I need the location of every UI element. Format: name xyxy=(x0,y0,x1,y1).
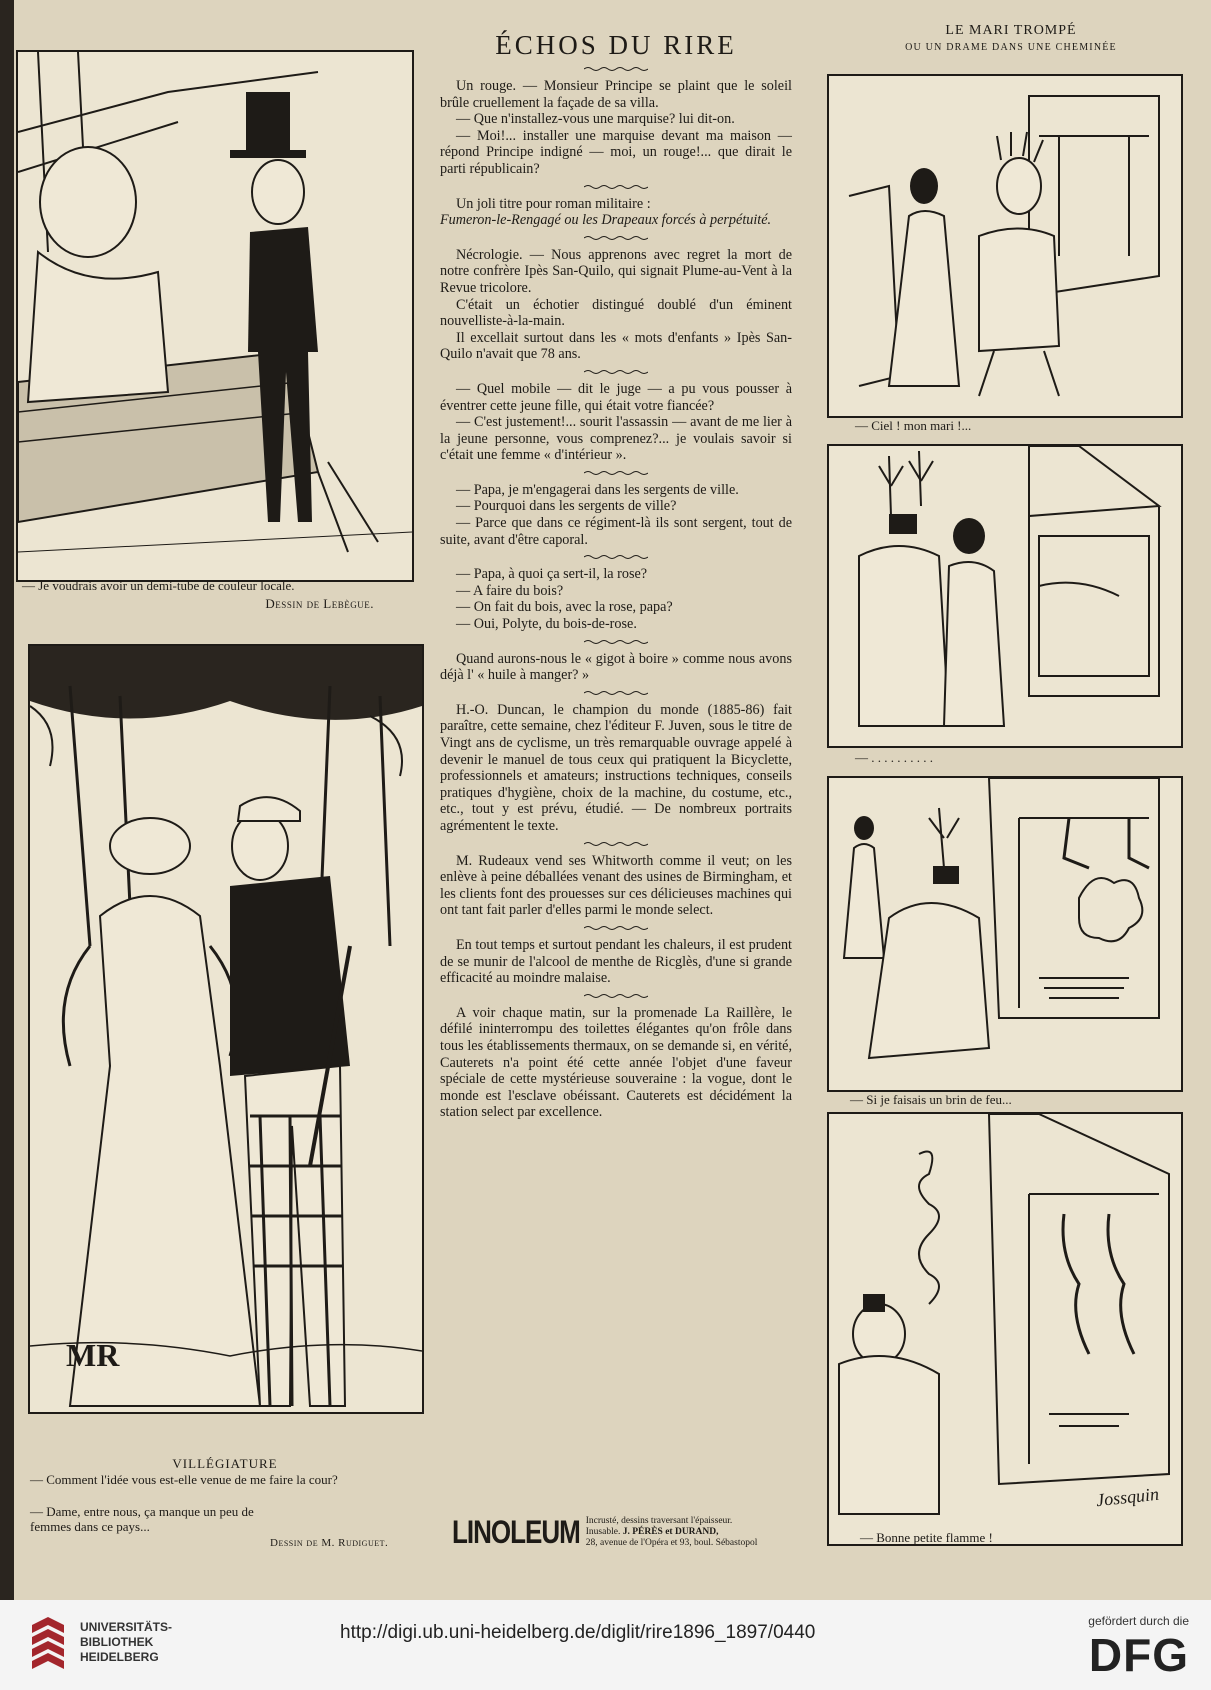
echo-paragraph: En tout temps et surtout pendant les chaleurs, il est prudent de se munir de l'alcool de menthe de Ricglès, d'une si grande efficacité au moindre malaise. xyxy=(440,936,792,987)
panel-3-caption: — Si je faisais un brin de feu... xyxy=(850,1092,1012,1107)
title-villegiature: VILLÉGIATURE xyxy=(172,1456,278,1471)
caption-shop: — Je voudrais avoir un demi-tube de couleur locale. xyxy=(22,578,295,593)
panel-4-caption: — Bonne petite flamme ! xyxy=(860,1530,993,1545)
monogram-mr: MR xyxy=(66,1337,120,1373)
ad-line1: Incrusté, dessins traversant l'épaisseur. xyxy=(585,1515,733,1526)
strip-panel-1 xyxy=(827,74,1183,418)
echo-paragraph: M. Rudeaux vend ses Whitworth comme il veut; on les enlève à peine déballées venant des usines de Birmingham, et les clients font des prouesses sur ces délicieuses machines qui ont tant fait parler d'elles parmi le monde select. xyxy=(440,852,792,919)
divider-ornament xyxy=(584,993,648,999)
echo-paragraph: Quand aurons-nous le « gigot à boire » comme nous avons déjà l' « huile à manger? » xyxy=(440,650,792,684)
permalink[interactable]: http://digi.ub.uni-heidelberg.de/diglit/rire1896_1897/0440 xyxy=(340,1622,816,1643)
ad-line2: Inusable. xyxy=(585,1526,621,1537)
echo-paragraph xyxy=(440,212,792,229)
divider-ornament xyxy=(584,470,648,476)
caption-villegiature-2: — Dame, entre nous, ça manque un peu de femmes dans ce pays... xyxy=(30,1504,254,1534)
ad-details xyxy=(586,1516,758,1549)
panel-2-caption: — . . . . . . . . . . xyxy=(855,750,933,765)
echo-paragraph: — Que n'installez-vous une marquise? lui dit-on. xyxy=(456,111,735,128)
library-name-line: HEIDELBERG xyxy=(80,1650,159,1664)
echo-paragraph: — Quel mobile — dit le juge — a pu vous pousser à éventrer cette jeune fille, qui était votre fiancée? xyxy=(440,380,792,414)
library-name-line: UNIVERSITÄTS- xyxy=(80,1620,173,1634)
echo-paragraph: — C'est justement!... sourit l'assassin — avant de me lier à la jeune personne, vous comprenez?... je voulais savoir si c'était une femme « d'intérieur ». xyxy=(440,414,792,464)
divider-ornament xyxy=(584,369,648,375)
illustration-villegiature xyxy=(28,644,424,1414)
illustration-shop-counter xyxy=(16,50,414,582)
echo-italic: Fumeron-le-Rengagé ou les Drapeaux forcés à perpétuité. xyxy=(440,212,772,229)
library-name-line: BIBLIOTHEK xyxy=(80,1635,154,1649)
echo-paragraph: — On fait du bois, avec la rose, papa? xyxy=(456,599,673,616)
divider-ornament xyxy=(584,639,648,645)
divider-ornament xyxy=(584,554,648,560)
echo-paragraph: H.-O. Duncan, le champion du monde (1885-86) fait paraître, cette semaine, chez l'éditeur F. Juven, sous le titre de Vingt ans de cyclisme, un très remarquable ouvrage appelé à devenir le manuel de tous ceux qui pratiquent la Bicyclette, professionnels et amateurs; instructions techniques, conseils pratiques d'hygiène, choix de la machine, du costume, etc., etc., tout y est prévu, étudié. — De nombreux portraits agrémentent le texte. xyxy=(440,701,792,834)
echo-paragraph: A voir chaque matin, sur la promenade La Raillère, le défilé ininterrompu des toilettes élégantes qu'on frôle dans tous les établissements thermaux, on se demande si, en vérité, Cauterets n'a point été cette année l'objet d'une faveur spéciale de cette mystérieuse souveraine : la vogue, dont le monde est l'esclave obéissant. Cauterets est décidément la station select par excellence. xyxy=(440,1004,792,1121)
ad-address: 28, avenue de l'Opéra et 93, boul. Sébastopol xyxy=(585,1537,758,1548)
divider-ornament xyxy=(584,184,648,190)
divider-ornament xyxy=(584,235,648,241)
divider-ornament xyxy=(584,925,648,931)
page-gutter xyxy=(0,0,14,1600)
echo-paragraph: Il excellait surtout dans les « mots d'enfants » Ipès San-Quilo n'avait que 78 ans. xyxy=(440,329,792,363)
library-logo-icon xyxy=(28,1615,68,1671)
credit-rudiguet: Dessin de M. Rudiguet. xyxy=(270,1537,389,1549)
echo-paragraph: — Moi!... installer une marquise devant ma maison — répond Principe indigné — moi, un rouge!... que dirait le parti républicain? xyxy=(440,127,792,177)
echos-column xyxy=(440,30,792,1121)
caption-villegiature-1: — Comment l'idée vous est-elle venue de me faire la cour? xyxy=(30,1472,338,1487)
strip-title: LE MARI TROMPÉ xyxy=(945,23,1077,38)
strip-subtitle: OU UN DRAME DANS UNE CHEMINÉE xyxy=(905,42,1117,53)
strip-panel-4 xyxy=(827,1112,1183,1546)
footer-bar xyxy=(0,1600,1211,1690)
echo-paragraph: Un joli titre pour roman militaire : xyxy=(456,195,651,212)
divider-ornament xyxy=(584,841,648,847)
panel-1-caption: — Ciel ! mon mari !... xyxy=(855,418,972,433)
strip-panel-2 xyxy=(827,444,1183,748)
echo-paragraph: Nécrologie. — Nous apprenons avec regret la mort de notre confrère Ipès San-Quilo, qui signait Plume-au-Vent à la Revue tricolore. xyxy=(440,246,792,296)
funding-label: gefördert durch die xyxy=(1088,1614,1189,1628)
echos-title: ÉCHOS DU RIRE xyxy=(495,30,737,60)
echo-paragraph: — Oui, Polyte, du bois-de-rose. xyxy=(456,616,637,633)
dfg-logo: DFG xyxy=(1088,1629,1189,1681)
echo-paragraph: — A faire du bois? xyxy=(456,582,564,599)
divider-ornament xyxy=(584,66,648,72)
echo-paragraph: — Parce que dans ce régiment-là ils sont sergent, tout de suite, avant d'être caporal. xyxy=(440,515,792,548)
credit-lebegue: Dessin de Lebègue. xyxy=(265,596,374,611)
artist-signature: Jossquin xyxy=(1095,1483,1160,1511)
echo-paragraph: — Papa, à quoi ça sert-il, la rose? xyxy=(456,566,648,583)
ad-company: J. PÉRÈS et DURAND, xyxy=(622,1526,719,1537)
ad-brand: LINOLEUM xyxy=(452,1512,580,1551)
strip-panel-3 xyxy=(827,776,1183,1092)
echo-paragraph: — Pourquoi dans les sergents de ville? xyxy=(456,498,677,515)
library-name xyxy=(80,1620,172,1665)
divider-ornament xyxy=(584,690,648,696)
echo-paragraph: C'était un échotier distingué doublé d'un éminent nouvelliste-à-la-main. xyxy=(440,296,792,330)
linoleum-advertisement xyxy=(452,1514,800,1550)
strip-heading xyxy=(838,22,1184,56)
echo-paragraph: Un rouge. — Monsieur Principe se plaint que le soleil brûle cruellement la façade de sa villa. xyxy=(440,78,792,111)
echo-paragraph: — Papa, je m'engagerai dans les sergents de ville. xyxy=(456,481,739,498)
